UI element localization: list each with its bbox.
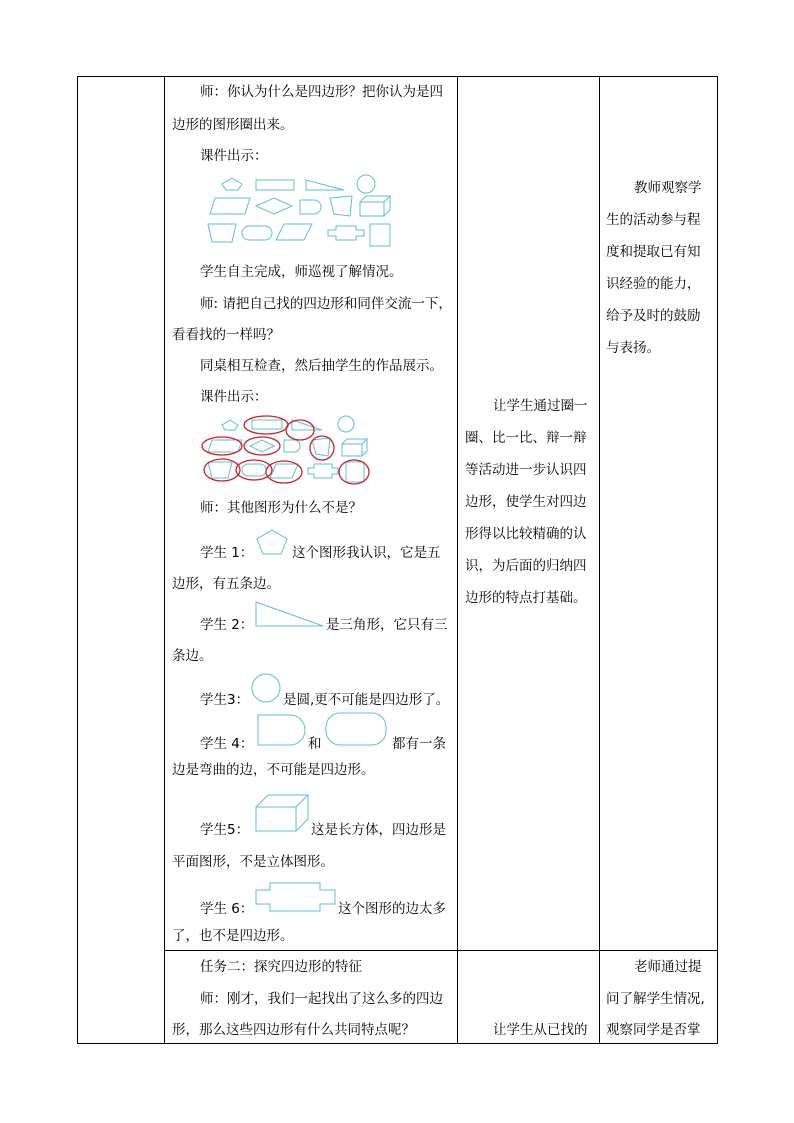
courseware-label: 课件出示：	[200, 148, 268, 164]
parallelogram-shape-2	[276, 224, 312, 240]
student-4-label: 学生 4：	[200, 736, 254, 752]
semicircle-icon	[257, 714, 307, 746]
rounded-rect-shape	[242, 226, 272, 240]
design-intent-line-2: 圈、比一比、辩一辩	[465, 430, 587, 446]
teacher-question-cont: 边形的图形圈出来。	[172, 117, 294, 133]
task-2-question-cont: 形，那么这些四边形有什么共同特点呢？	[172, 1022, 415, 1038]
square-shape	[370, 224, 390, 246]
student-6-text-cont: 了，也不是四边形。	[172, 928, 294, 944]
student-1-label: 学生 1：	[200, 545, 254, 561]
cross-shape	[328, 226, 364, 240]
student-5-text: 这是长方体，四边形是	[311, 822, 446, 838]
student-3-text: 是圆,更不可能是四边形了。	[283, 692, 450, 708]
evaluation-line-5: 给予及时的鼓励	[606, 308, 701, 324]
col-divider-2	[457, 76, 458, 1044]
rhombus-shape	[256, 198, 292, 214]
table-top-border	[77, 76, 718, 77]
circled-shapes-figure	[200, 412, 378, 488]
triangle-icon	[255, 601, 325, 627]
evaluation-bottom-1: 老师通过提	[634, 959, 702, 975]
table-left-border	[77, 76, 78, 1044]
teacher-exchange-cont: 看看找的一样吗？	[172, 327, 280, 343]
semicircle-shape	[300, 200, 321, 214]
circle-mark	[244, 416, 288, 434]
student-2-text: 是三角形，它只有三	[326, 617, 448, 633]
parallelogram-shape	[210, 198, 250, 214]
evaluation-bottom-2: 问了解学生情况,	[606, 991, 705, 1007]
rounded-rect-icon	[325, 712, 387, 746]
teacher-exchange: 师: 请把自己找的四边形和同伴交流一下，	[200, 296, 452, 312]
design-intent-line-3: 等活动进一步认识四	[465, 462, 587, 478]
teacher-question: 师：你认为什么是四边形？把你认为是四	[200, 84, 443, 100]
student-6-text: 这个图形的边太多	[338, 901, 446, 917]
row-divider	[164, 950, 718, 951]
student-1-text-cont: 边形，有五条边。	[172, 576, 280, 592]
student-work-text: 学生自主完成，师巡视了解情况。	[200, 264, 403, 280]
design-intent-bottom: 让学生从已找的	[493, 1022, 588, 1038]
task-2-question: 师：刚才，我们一起找出了这么多的四边	[200, 991, 443, 1007]
peer-check-text: 同桌相互检查，然后抽学生的作品展示。	[200, 358, 443, 374]
evaluation-line-2: 生的活动参与程	[606, 212, 701, 228]
student-5-text-cont: 平面图形，不是立体图形。	[172, 854, 334, 870]
trapezoid-shape	[208, 224, 236, 242]
rectangle-shape	[256, 180, 294, 190]
circle-shape	[357, 175, 375, 193]
table-bottom-border	[77, 1043, 718, 1044]
col-divider-3	[599, 76, 600, 1044]
other-shapes-question: 师：其他图形为什么不是？	[200, 500, 362, 516]
evaluation-line-6: 与表扬。	[606, 340, 660, 356]
triangle-shape	[306, 180, 344, 190]
courseware-label-2: 课件出示：	[200, 389, 268, 405]
evaluation-line-1: 教师观察学	[634, 180, 702, 196]
circle-icon	[251, 673, 281, 703]
shapes-figure	[200, 172, 400, 250]
table-right-border	[717, 76, 718, 1044]
design-intent-line-1: 让学生通过圈一	[493, 398, 588, 414]
cuboid-shape	[360, 196, 390, 216]
quadrilateral-shape	[330, 196, 352, 216]
student-4-text-cont: 边是弯曲的边，不可能是四边形。	[172, 762, 375, 778]
col-divider-1	[164, 76, 165, 1044]
pentagon-icon	[255, 528, 289, 556]
design-intent-line-5: 形得以比较精确的认	[465, 526, 587, 542]
design-intent-line-7: 边形的特点打基础。	[465, 590, 587, 606]
task-2-heading: 任务二：探究四边形的特征	[200, 959, 362, 975]
student-5-label: 学生5：	[200, 822, 250, 838]
student-2-label: 学生 2：	[200, 617, 254, 633]
evaluation-line-4: 识经验的能力，	[606, 276, 701, 292]
evaluation-line-3: 度和提取已有知	[606, 244, 701, 260]
design-intent-line-4: 边形，使学生对四边	[465, 494, 587, 510]
student-6-label: 学生 6：	[200, 901, 254, 917]
cuboid-icon	[255, 794, 309, 832]
student-4-and: 和	[308, 736, 322, 752]
design-intent-line-6: 识，为后面的归纳四	[465, 558, 587, 574]
student-3-label: 学生3：	[200, 692, 250, 708]
evaluation-bottom-3: 观察同学是否掌	[606, 1022, 701, 1038]
student-2-text-cont: 条边。	[172, 648, 213, 664]
student-1-text: 这个图形我认识，它是五	[292, 545, 441, 561]
pentagon-shape	[222, 178, 242, 190]
student-4-text: 都有一条	[392, 736, 446, 752]
cross-shape-icon	[255, 882, 337, 912]
